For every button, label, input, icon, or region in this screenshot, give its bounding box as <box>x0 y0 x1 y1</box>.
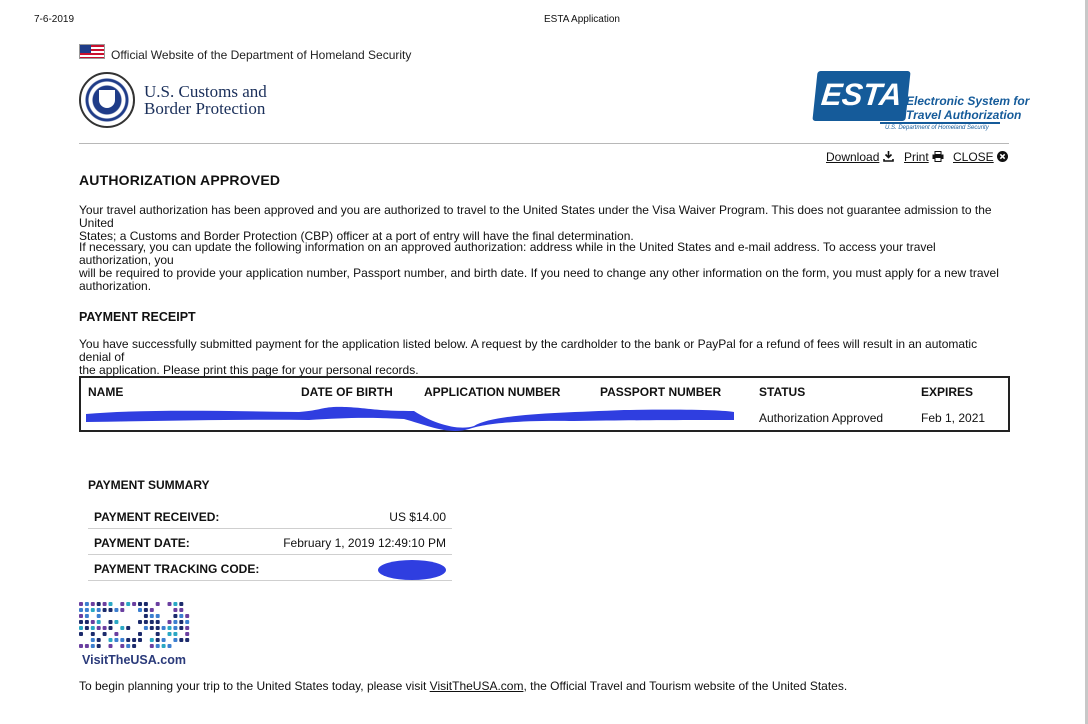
text-line: Your travel authorization has been approved and you are authorized to travel to the United States under the Visa Waiver Program. This does not guarantee admission to the United <box>79 203 992 230</box>
logo-dot <box>144 608 148 612</box>
logo-dot <box>185 632 189 636</box>
text-line: will be required to provide your application number, Passport number, and birth date. If you need to change any other information on the form, you must apply for a new travel <box>79 266 999 280</box>
logo-dot <box>138 638 142 642</box>
logo-dot <box>114 620 118 624</box>
logo-dot <box>79 602 83 606</box>
logo-dot <box>150 626 154 630</box>
logo-dot <box>85 644 89 648</box>
tracking-redaction <box>377 559 447 581</box>
printer-icon <box>932 151 944 162</box>
logo-dot <box>109 620 113 624</box>
logo-dot <box>185 614 189 618</box>
logo-dot <box>144 614 148 618</box>
logo-dot <box>91 638 95 642</box>
esta-logo: ESTA <box>812 71 910 121</box>
close-link[interactable]: CLOSE <box>953 150 994 164</box>
visit-usa-link[interactable]: VisitTheUSA.com <box>429 679 524 693</box>
logo-dot <box>173 620 177 624</box>
logo-dot <box>173 632 177 636</box>
text-line: authorization. <box>79 279 152 293</box>
logo-dot <box>79 608 83 612</box>
logo-dot <box>173 602 177 606</box>
redaction-scribble <box>84 398 736 434</box>
logo-dot <box>138 620 142 624</box>
receipt-paragraph <box>79 338 1009 377</box>
print-date: 7-6-2019 <box>34 14 75 25</box>
logo-dot <box>185 626 189 630</box>
logo-dot <box>97 638 101 642</box>
esta-underline <box>880 122 1000 124</box>
logo-dot <box>85 602 89 606</box>
print-button[interactable] <box>904 150 944 164</box>
text-line: If necessary, you can update the following information on an approved authorization: address while in the United States and e-mail address. To access your travel authorization, you <box>79 240 936 267</box>
visit-usa-logo-icon <box>79 602 191 650</box>
summary-row-received <box>88 503 452 529</box>
footer-text-start: To begin planning your trip to the United States today, please visit <box>79 679 430 693</box>
logo-dot <box>156 632 160 636</box>
column-header-expires: EXPIRES <box>921 385 974 399</box>
summary-value: February 1, 2019 12:49:10 PM <box>283 536 446 550</box>
logo-dot <box>168 626 172 630</box>
logo-dot <box>85 614 89 618</box>
status-cell: Authorization Approved <box>759 411 884 425</box>
logo-dot <box>103 632 107 636</box>
logo-dot <box>91 644 95 648</box>
logo-dot <box>103 608 107 612</box>
download-icon <box>883 151 894 162</box>
logo-dot <box>156 620 160 624</box>
logo-dot <box>138 602 142 606</box>
logo-dot <box>79 614 83 618</box>
logo-dot <box>138 608 142 612</box>
logo-dot <box>114 608 118 612</box>
logo-dot <box>85 620 89 624</box>
logo-dot <box>179 614 183 618</box>
logo-dot <box>132 644 136 648</box>
logo-dot <box>91 632 95 636</box>
logo-dot <box>156 638 160 642</box>
logo-dot <box>150 608 154 612</box>
payment-summary-title: PAYMENT SUMMARY <box>88 478 210 492</box>
logo-dot <box>97 626 101 630</box>
logo-dot <box>79 626 83 630</box>
logo-dot <box>173 626 177 630</box>
column-header-passport-number: PASSPORT NUMBER <box>600 385 722 399</box>
close-button[interactable] <box>953 150 1008 164</box>
logo-dot <box>173 638 177 642</box>
esta-subtitle-line2: Travel Authorization <box>906 108 1022 122</box>
logo-dot <box>91 608 95 612</box>
us-flag-icon <box>79 44 105 59</box>
logo-dot <box>156 626 160 630</box>
logo-dot <box>179 602 183 606</box>
logo-dot <box>132 602 136 606</box>
summary-value: US $14.00 <box>389 510 446 524</box>
logo-dot <box>156 644 160 648</box>
logo-dot <box>168 632 172 636</box>
summary-label: PAYMENT TRACKING CODE: <box>94 562 260 576</box>
column-header-application-number: APPLICATION NUMBER <box>424 385 561 399</box>
authorization-paragraph-2 <box>79 241 1009 293</box>
close-circle-icon <box>997 151 1008 162</box>
logo-dot <box>185 638 189 642</box>
logo-dot <box>91 602 95 606</box>
official-website-text: Official Website of the Department of Homeland Security <box>111 48 412 62</box>
logo-dot <box>85 608 89 612</box>
logo-dot <box>179 620 183 624</box>
logo-dot <box>85 626 89 630</box>
logo-dot <box>150 638 154 642</box>
logo-dot <box>179 638 183 642</box>
logo-dot <box>97 644 101 648</box>
logo-dot <box>126 626 130 630</box>
footer-text <box>79 679 847 693</box>
download-button[interactable] <box>826 150 894 164</box>
logo-dot <box>150 644 154 648</box>
logo-dot <box>150 620 154 624</box>
logo-dot <box>126 602 130 606</box>
dhs-seal-icon <box>79 72 135 128</box>
logo-dot <box>156 602 160 606</box>
logo-dot <box>168 620 172 624</box>
text-line: You have successfully submitted payment for the application listed below. A request by the cardholder to the bank or PayPal for a refund of fees will result in an automatic denial of <box>79 337 978 364</box>
column-header-status: STATUS <box>759 385 806 399</box>
logo-dot <box>103 602 107 606</box>
logo-dot <box>120 626 124 630</box>
column-header-dob: DATE OF BIRTH <box>301 385 393 399</box>
logo-dot <box>179 608 183 612</box>
logo-dot <box>150 614 154 618</box>
cbp-line1: U.S. Customs and <box>144 82 267 101</box>
logo-dot <box>79 644 83 648</box>
header-divider <box>79 143 1009 144</box>
logo-dot <box>109 626 113 630</box>
logo-dot <box>120 602 124 606</box>
logo-dot <box>91 620 95 624</box>
visit-usa-logo-text: VisitTheUSA.com <box>82 653 186 667</box>
logo-dot <box>162 638 166 642</box>
logo-dot <box>91 626 95 630</box>
logo-dot <box>173 608 177 612</box>
esta-subtitle <box>906 94 1029 122</box>
payment-receipt-heading: PAYMENT RECEIPT <box>79 310 196 324</box>
cbp-logo-text <box>144 83 267 117</box>
logo-dot <box>97 602 101 606</box>
logo-dot <box>132 638 136 642</box>
footer-text-end: , the Official Travel and Tourism website of the United States. <box>523 679 848 693</box>
esta-dhs-text: U.S. Department of Homeland Security <box>885 125 989 131</box>
print-link[interactable]: Print <box>904 150 929 164</box>
logo-dot <box>79 632 83 636</box>
logo-dot <box>179 626 183 630</box>
logo-dot <box>97 614 101 618</box>
print-title: ESTA Application <box>544 14 620 25</box>
logo-dot <box>114 638 118 642</box>
logo-dot <box>162 644 166 648</box>
summary-label: PAYMENT DATE: <box>94 536 190 550</box>
logo-dot <box>109 608 113 612</box>
text-line: the application. Please print this page for your personal records. <box>79 363 419 377</box>
expires-cell: Feb 1, 2021 <box>921 411 986 425</box>
logo-dot <box>138 632 142 636</box>
cbp-line2: Border Protection <box>144 99 266 118</box>
logo-dot <box>103 626 107 630</box>
download-link[interactable]: Download <box>826 150 880 164</box>
logo-dot <box>97 608 101 612</box>
logo-dot <box>126 638 130 642</box>
logo-dot <box>126 644 130 648</box>
logo-dot <box>144 602 148 606</box>
logo-dot <box>168 644 172 648</box>
logo-dot <box>144 626 148 630</box>
authorization-paragraph-1 <box>79 204 1009 243</box>
logo-dot <box>168 602 172 606</box>
logo-dot <box>109 644 113 648</box>
logo-dot <box>97 620 101 624</box>
logo-dot <box>120 644 124 648</box>
logo-dot <box>79 620 83 624</box>
text-line: States; a Customs and Border Protection (CBP) officer at a port of entry will have the final determination. <box>79 229 634 243</box>
column-header-name: NAME <box>88 385 124 399</box>
logo-dot <box>114 632 118 636</box>
logo-dot <box>162 626 166 630</box>
logo-dot <box>109 638 113 642</box>
logo-dot <box>109 602 113 606</box>
summary-row-date <box>88 529 452 555</box>
authorization-heading: AUTHORIZATION APPROVED <box>79 172 281 188</box>
logo-dot <box>144 620 148 624</box>
logo-dot <box>173 614 177 618</box>
logo-dot <box>156 614 160 618</box>
logo-dot <box>120 638 124 642</box>
logo-dot <box>185 620 189 624</box>
summary-label: PAYMENT RECEIVED: <box>94 510 220 524</box>
logo-dot <box>120 608 124 612</box>
esta-subtitle-line1: Electronic System for <box>906 94 1030 108</box>
